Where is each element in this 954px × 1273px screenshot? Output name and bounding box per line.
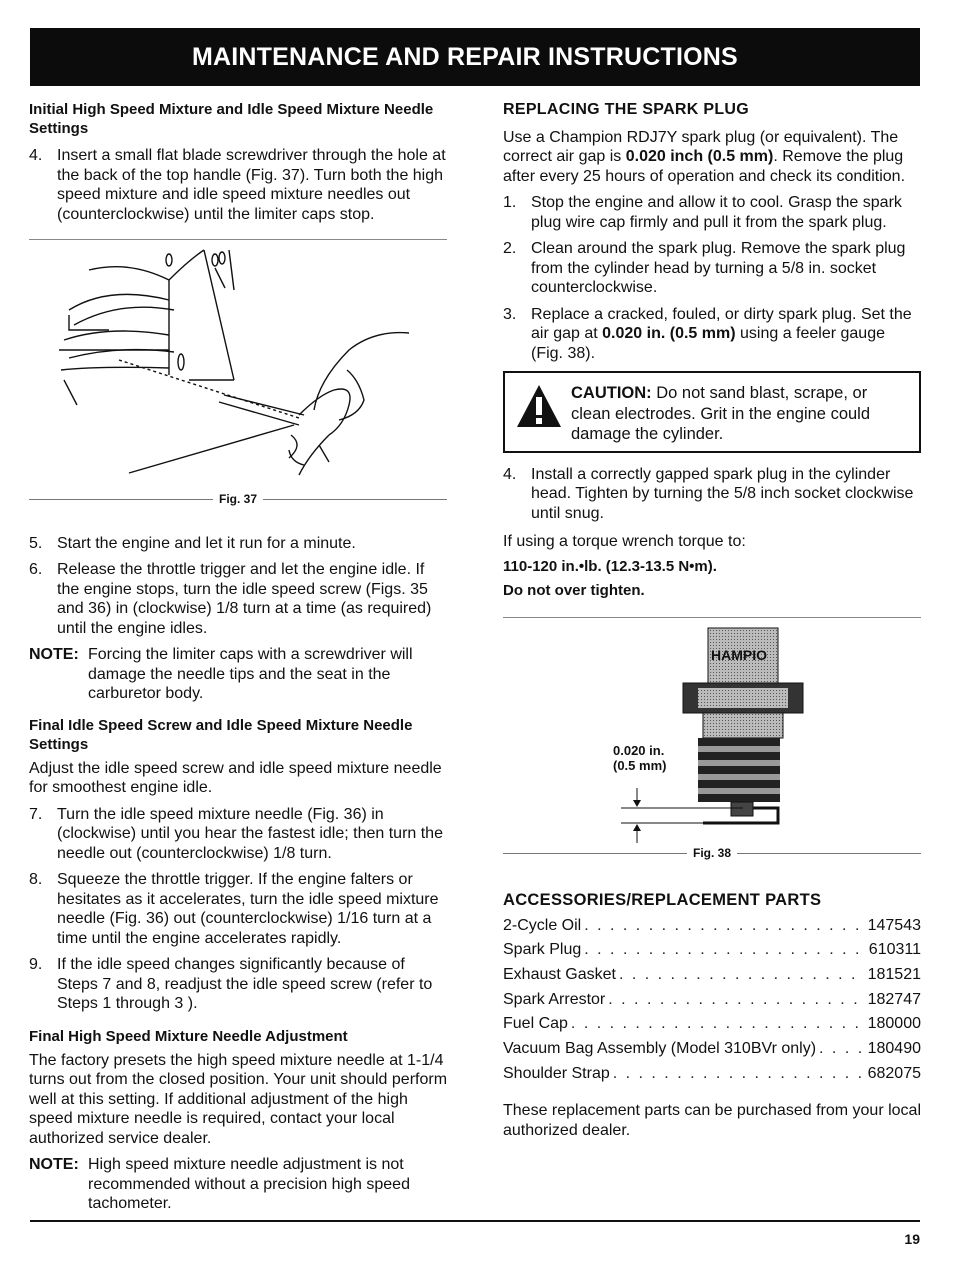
paragraph-idle-intro: Adjust the idle speed screw and idle speed mixture needle for smoothest engine idle. xyxy=(29,759,442,796)
step-number: 5. xyxy=(29,534,43,552)
step-5 xyxy=(29,534,447,554)
closing-paragraph: These replacement parts can be purchased from your local authorized dealer. xyxy=(503,1102,921,1139)
note-key: NOTE: xyxy=(29,1156,79,1173)
step-6 xyxy=(29,560,447,638)
torque-intro: If using a torque wrench torque to: xyxy=(503,533,746,550)
left-column xyxy=(29,100,447,1214)
note-limiter-caps xyxy=(29,645,447,704)
gap-label xyxy=(613,743,666,773)
figure-38 xyxy=(503,618,921,844)
spark-step-4 xyxy=(503,465,921,524)
intro-text-a: Use a Champion RDJ7Y spark plug (or equivalent). The correct air gap is xyxy=(503,128,899,165)
torque-value: 110-120 in.•lb. (12.3-13.5 N•m). xyxy=(503,557,717,575)
step-number: 4. xyxy=(503,465,517,483)
step-text: Release the throttle trigger and let the engine idle. If the engine stops, turn the idle speed screw (Figs. 35 and 36) in (clockwise) 1/8 turn at a time (as required) until the engine idles. xyxy=(57,561,432,637)
step-text: Insert a small flat blade screwdriver through the hole at the back of the top handle (Fig. 37). Turn both the high speed mixture and idle speed mixture needles out (counterclockwise) until the limiter caps stop. xyxy=(57,147,446,223)
gap-label-in: 0.020 in. xyxy=(613,742,665,758)
step-number: 8. xyxy=(29,871,43,888)
step-8 xyxy=(29,870,447,948)
part-number: 182747 xyxy=(867,990,921,1008)
spark-step-1 xyxy=(503,193,921,232)
note-key: NOTE: xyxy=(29,646,79,663)
gap-value: 0.020 in. (0.5 mm) xyxy=(602,325,736,342)
part-number: 180000 xyxy=(867,1015,921,1033)
note-text: High speed mixture needle adjustment is not recommended without a precision high speed tachometer. xyxy=(88,1156,410,1212)
spark-step-2 xyxy=(503,239,921,298)
parts-row xyxy=(503,914,921,939)
heading-final-high-speed: Final High Speed Mixture Needle Adjustment xyxy=(29,1027,348,1045)
intro-text-b: . Remove the plug after every 25 hours of operation and check its condition. xyxy=(503,148,906,185)
parts-row xyxy=(503,938,921,963)
parts-row xyxy=(503,1012,921,1037)
step-text: Replace a cracked, fouled, or dirty spark plug. Set the air gap at 0.020 in. (0.5 mm) using a feeler gauge (Fig. 38). xyxy=(531,305,912,362)
step-text: Stop the engine and allow it to cool. Grasp the spark plug wire cap firmly and pull it from the spark plug. xyxy=(531,194,902,231)
part-number: 610311 xyxy=(868,941,921,959)
step-9 xyxy=(29,955,447,1014)
parts-list xyxy=(503,914,921,1087)
right-column xyxy=(503,100,921,1140)
spark-step-3 xyxy=(503,305,921,364)
figure-38-caption-line xyxy=(503,844,921,864)
spark-plug-illustration xyxy=(503,618,921,844)
plug-brand-text: HAMPIO xyxy=(711,646,767,663)
heading-final-idle: Final Idle Speed Screw and Idle Speed Mixture Needle Settings xyxy=(29,716,413,753)
caution-box xyxy=(503,371,921,453)
part-number: 181521 xyxy=(867,965,921,983)
heading-replacing-spark-plug: REPLACING THE SPARK PLUG xyxy=(503,101,750,118)
paragraph-high-speed: The factory presets the high speed mixture needle at 1-1/4 turns out from the closed position. Your unit should perform well at this setting. If additional adjustment of the high speed mixture needle is required, contact your local authorized service dealer. xyxy=(29,1051,448,1147)
step-text: Turn the idle speed mixture needle (Fig. 36) in (clockwise) until you hear the fastest idle; then turn the needle out (counterclockwise) 1/8 turn. xyxy=(57,805,443,862)
paragraph-spark-plug-intro xyxy=(503,128,921,187)
intro-gap-value: 0.020 inch (0.5 mm) xyxy=(625,148,774,165)
step-number: 7. xyxy=(29,805,43,823)
step-7 xyxy=(29,805,447,864)
warning-icon xyxy=(515,383,571,435)
figure-37-label: Fig. 37 xyxy=(219,492,258,506)
part-name: Spark Plug xyxy=(503,941,582,959)
part-name: Spark Arrestor xyxy=(503,990,606,1008)
note-text: Forcing the limiter caps with a screwdriver will damage the needle tips and the seat in the carburetor body. xyxy=(88,646,413,702)
part-name: Shoulder Strap xyxy=(503,1064,610,1082)
step-number: 6. xyxy=(29,561,43,578)
step-number: 3. xyxy=(503,305,517,323)
part-name: 2-Cycle Oil xyxy=(503,916,582,934)
torque-warning: Do not over tighten. xyxy=(503,582,645,599)
figure-38-label: Fig. 38 xyxy=(693,845,732,860)
step-text: Install a correctly gapped spark plug in the cylinder head. Tighten by turning the 5/8 inch socket clockwise until snug. xyxy=(531,465,914,522)
part-name: Exhaust Gasket xyxy=(503,965,616,983)
note-tachometer xyxy=(29,1155,447,1214)
heading-initial-settings: Initial High Speed Mixture and Idle Speed Mixture Needle Settings xyxy=(29,101,434,137)
figure-37 xyxy=(29,240,447,490)
parts-row xyxy=(503,988,921,1013)
part-number: 180490 xyxy=(867,1040,921,1058)
page-number: 19 xyxy=(904,1231,920,1247)
step-text: Squeeze the throttle trigger. If the engine falters or hesitates as it accelerates, turn the idle speed mixture needle (Fig. 36) out (counterclockwise) 1/16 turn at a time until the engine accelerates rapidly. xyxy=(57,871,439,947)
bottom-rule xyxy=(30,1220,920,1222)
step-text: If the idle speed changes significantly because of Steps 7 and 8, readjust the idle speed screw (refer to Steps 1 through 3 ). xyxy=(57,956,433,1012)
section-banner: MAINTENANCE AND REPAIR INSTRUCTIONS xyxy=(30,28,920,86)
parts-row xyxy=(503,963,921,988)
step-number: 9. xyxy=(29,956,43,973)
part-number: 682075 xyxy=(867,1064,921,1082)
step-4 xyxy=(29,146,447,224)
caution-text: CAUTION: Do not sand blast, scrape, or clean electrodes. Grit in the engine could damage the cylinder. xyxy=(571,384,871,443)
figure-37-caption-line xyxy=(29,490,447,510)
part-name: Vacuum Bag Assembly (Model 310BVr only) xyxy=(503,1040,817,1058)
parts-row xyxy=(503,1062,921,1087)
step-text: Clean around the spark plug. Remove the spark plug from the cylinder head by turning a 5/8 in. socket counterclockwise. xyxy=(531,240,906,296)
screwdriver-illustration xyxy=(29,240,447,490)
caution-key: CAUTION: xyxy=(571,384,652,402)
heading-accessories: ACCESSORIES/REPLACEMENT PARTS xyxy=(503,891,822,909)
part-number: 147543 xyxy=(867,916,921,934)
parts-row xyxy=(503,1037,921,1062)
part-name: Fuel Cap xyxy=(503,1015,568,1033)
step-text: Start the engine and let it run for a minute. xyxy=(57,534,356,552)
step-number: 2. xyxy=(503,240,517,257)
step-number: 1. xyxy=(503,194,517,211)
gap-label-mm: (0.5 mm) xyxy=(613,757,667,773)
step-number: 4. xyxy=(29,147,43,164)
